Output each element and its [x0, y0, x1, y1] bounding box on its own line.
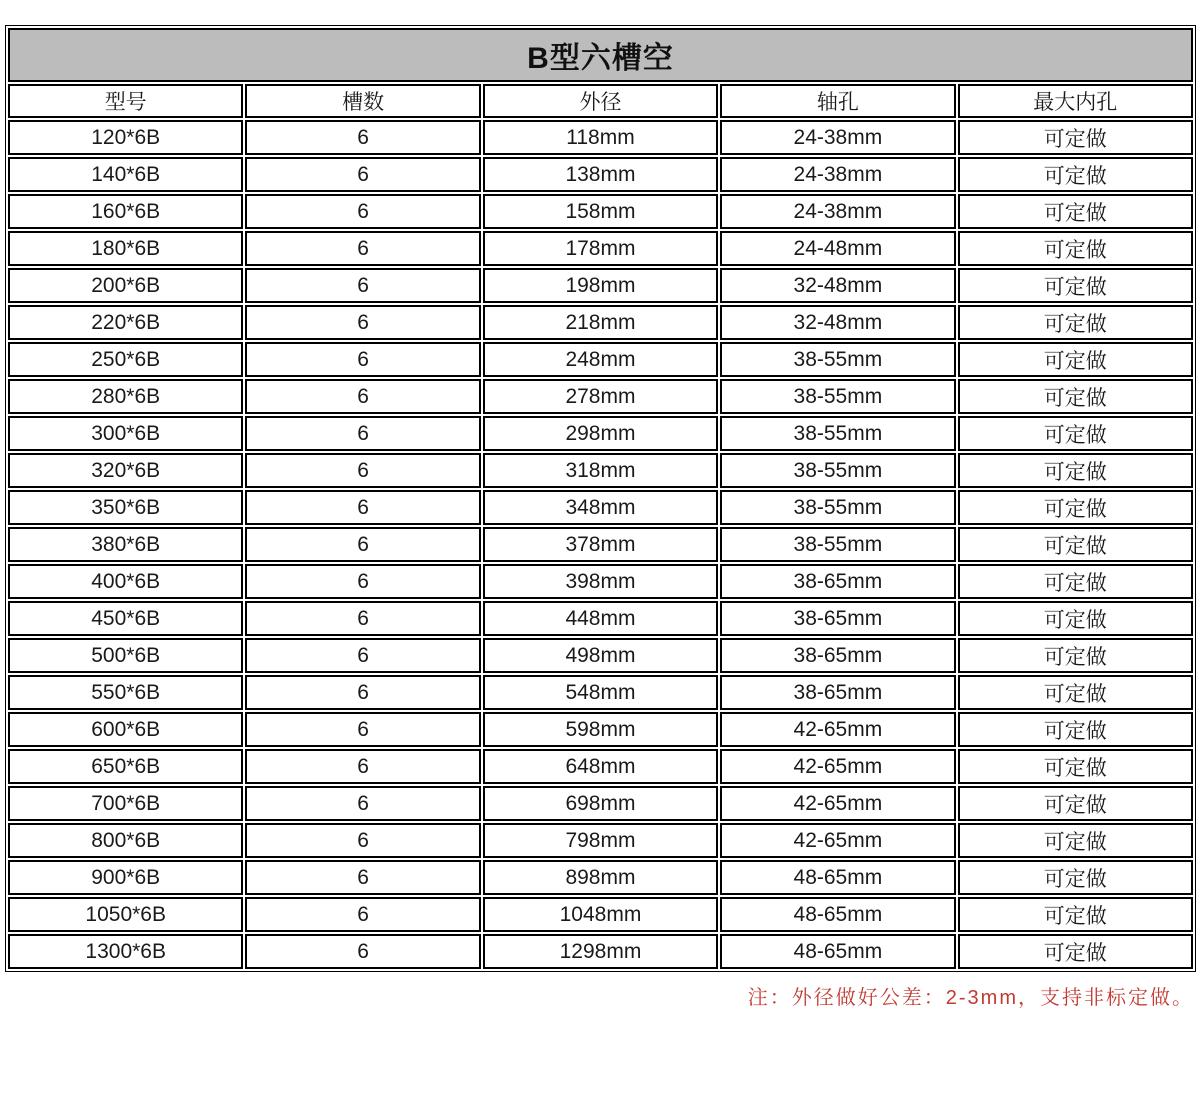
table-cell: 32-48mm [720, 268, 955, 303]
table-row [8, 194, 1193, 229]
table-cell: 300*6B [8, 416, 243, 451]
table-cell: 可定做 [958, 601, 1193, 636]
table-cell: 可定做 [958, 527, 1193, 562]
table-cell: 450*6B [8, 601, 243, 636]
table-cell: 320*6B [8, 453, 243, 488]
table-row [8, 268, 1193, 303]
table-cell: 可定做 [958, 897, 1193, 932]
table-cell: 38-55mm [720, 416, 955, 451]
table-cell: 178mm [483, 231, 718, 266]
table-cell: 可定做 [958, 194, 1193, 229]
table-row [8, 601, 1193, 636]
table-cell: 600*6B [8, 712, 243, 747]
table-row [8, 231, 1193, 266]
table-row [8, 490, 1193, 525]
table-cell: 6 [245, 527, 480, 562]
table-head [8, 28, 1193, 118]
table-cell: 6 [245, 305, 480, 340]
table-cell: 380*6B [8, 527, 243, 562]
table-row [8, 564, 1193, 599]
table-cell: 548mm [483, 675, 718, 710]
table-cell: 可定做 [958, 342, 1193, 377]
table-row [8, 675, 1193, 710]
table-cell: 38-55mm [720, 453, 955, 488]
table-cell: 38-65mm [720, 601, 955, 636]
title-row [8, 28, 1193, 82]
column-header: 槽数 [245, 84, 480, 118]
table-cell: 1298mm [483, 934, 718, 969]
table-cell: 650*6B [8, 749, 243, 784]
table-row [8, 157, 1193, 192]
table-cell: 500*6B [8, 638, 243, 673]
table-cell: 6 [245, 897, 480, 932]
table-cell: 6 [245, 601, 480, 636]
table-cell: 318mm [483, 453, 718, 488]
table-cell: 218mm [483, 305, 718, 340]
table-cell: 6 [245, 194, 480, 229]
table-cell: 可定做 [958, 305, 1193, 340]
table-cell: 6 [245, 638, 480, 673]
table-cell: 可定做 [958, 934, 1193, 969]
table-cell: 6 [245, 231, 480, 266]
spec-table [5, 25, 1196, 972]
column-header: 轴孔 [720, 84, 955, 118]
table-cell: 可定做 [958, 712, 1193, 747]
table-row [8, 934, 1193, 969]
table-cell: 6 [245, 379, 480, 414]
table-row [8, 379, 1193, 414]
table-cell: 798mm [483, 823, 718, 858]
table-row [8, 342, 1193, 377]
table-row [8, 749, 1193, 784]
table-cell: 6 [245, 453, 480, 488]
table-cell: 48-65mm [720, 860, 955, 895]
table-cell: 42-65mm [720, 786, 955, 821]
table-cell: 可定做 [958, 564, 1193, 599]
table-cell: 398mm [483, 564, 718, 599]
table-cell: 24-38mm [720, 194, 955, 229]
table-cell: 200*6B [8, 268, 243, 303]
table-cell: 6 [245, 342, 480, 377]
table-cell: 220*6B [8, 305, 243, 340]
table-cell: 38-55mm [720, 342, 955, 377]
table-cell: 32-48mm [720, 305, 955, 340]
footnote: 注：外径做好公差：2-3mm，支持非标定做。 [747, 987, 1194, 1009]
table-cell: 38-65mm [720, 638, 955, 673]
table-cell: 24-38mm [720, 120, 955, 155]
table-cell: 348mm [483, 490, 718, 525]
table-cell: 898mm [483, 860, 718, 895]
header-row [8, 84, 1193, 118]
table-cell: 可定做 [958, 157, 1193, 192]
table-cell: 1048mm [483, 897, 718, 932]
table-cell: 可定做 [958, 231, 1193, 266]
table-cell: 38-55mm [720, 527, 955, 562]
table-row [8, 416, 1193, 451]
table-row [8, 453, 1193, 488]
table-cell: 6 [245, 157, 480, 192]
table-cell: 可定做 [958, 786, 1193, 821]
table-cell: 248mm [483, 342, 718, 377]
table-cell: 6 [245, 268, 480, 303]
column-header: 外径 [483, 84, 718, 118]
table-cell: 1300*6B [8, 934, 243, 969]
table-cell: 448mm [483, 601, 718, 636]
table-cell: 6 [245, 860, 480, 895]
table-cell: 可定做 [958, 490, 1193, 525]
column-header: 型号 [8, 84, 243, 118]
table-cell: 可定做 [958, 675, 1193, 710]
table-cell: 6 [245, 564, 480, 599]
table-cell: 298mm [483, 416, 718, 451]
table-cell: 可定做 [958, 638, 1193, 673]
table-cell: 378mm [483, 527, 718, 562]
table-row [8, 860, 1193, 895]
table-row [8, 120, 1193, 155]
table-cell: 198mm [483, 268, 718, 303]
table-cell: 38-55mm [720, 490, 955, 525]
table-cell: 6 [245, 934, 480, 969]
table-row [8, 897, 1193, 932]
table-row [8, 823, 1193, 858]
table-row [8, 638, 1193, 673]
table-cell: 598mm [483, 712, 718, 747]
table-cell: 6 [245, 416, 480, 451]
table-cell: 280*6B [8, 379, 243, 414]
table-cell: 可定做 [958, 379, 1193, 414]
table-cell: 42-65mm [720, 712, 955, 747]
table-row [8, 305, 1193, 340]
table-cell: 可定做 [958, 268, 1193, 303]
table-cell: 698mm [483, 786, 718, 821]
table-cell: 38-55mm [720, 379, 955, 414]
table-cell: 48-65mm [720, 934, 955, 969]
table-cell: 118mm [483, 120, 718, 155]
table-cell: 可定做 [958, 749, 1193, 784]
table-cell: 38-65mm [720, 675, 955, 710]
table-cell: 42-65mm [720, 823, 955, 858]
table-cell: 可定做 [958, 860, 1193, 895]
table-cell: 6 [245, 120, 480, 155]
table-cell: 160*6B [8, 194, 243, 229]
table-cell: 350*6B [8, 490, 243, 525]
table-cell: 800*6B [8, 823, 243, 858]
table-cell: 498mm [483, 638, 718, 673]
table-cell: 6 [245, 712, 480, 747]
table-cell: 6 [245, 490, 480, 525]
table-cell: 550*6B [8, 675, 243, 710]
table-cell: 可定做 [958, 416, 1193, 451]
table-cell: 648mm [483, 749, 718, 784]
table-cell: 42-65mm [720, 749, 955, 784]
table-row [8, 786, 1193, 821]
table-cell: 120*6B [8, 120, 243, 155]
table-cell: 180*6B [8, 231, 243, 266]
table-cell: 250*6B [8, 342, 243, 377]
table-cell: 400*6B [8, 564, 243, 599]
table-cell: 38-65mm [720, 564, 955, 599]
table-row [8, 712, 1193, 747]
table-cell: 6 [245, 749, 480, 784]
table-cell: 700*6B [8, 786, 243, 821]
table-cell: 6 [245, 675, 480, 710]
column-header: 最大内孔 [958, 84, 1193, 118]
table-cell: 可定做 [958, 453, 1193, 488]
table-cell: 158mm [483, 194, 718, 229]
table-cell: 24-38mm [720, 157, 955, 192]
table-cell: 48-65mm [720, 897, 955, 932]
table-cell: 6 [245, 823, 480, 858]
table-title: B型六槽空 [8, 28, 1193, 82]
table-cell: 可定做 [958, 823, 1193, 858]
table-cell: 278mm [483, 379, 718, 414]
table-cell: 140*6B [8, 157, 243, 192]
table-cell: 1050*6B [8, 897, 243, 932]
table-cell: 6 [245, 786, 480, 821]
table-row [8, 527, 1193, 562]
table-cell: 可定做 [958, 120, 1193, 155]
table-body [8, 120, 1193, 969]
table-cell: 900*6B [8, 860, 243, 895]
table-cell: 24-48mm [720, 231, 955, 266]
table-cell: 138mm [483, 157, 718, 192]
